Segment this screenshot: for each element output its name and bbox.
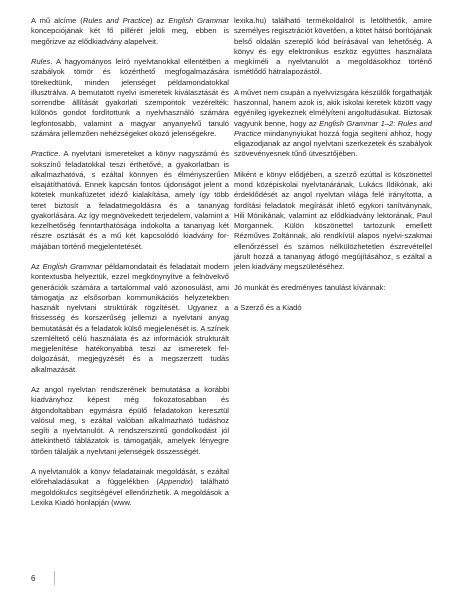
left-column: [31, 16, 229, 508]
paragraph: Az English Grammar példamondatait és feladatait modern kontextusba helyeztük, ezzel megkönynyítve a felnövekvő generációk számára a tartalommal való azonosulást, ami támogatja az elsősorban kommunikációs helyzetekben használt nyelvtani struktúrák rögzítését. Ugyanez a frissesség és korszerűség jellemzi a nyelvtani anyag bemutatását és a feladatok külső megjelenését is. A színek szemléltető célú használata és az információk strukturált megjelenítése hatékonyabbá teszi az ismeretek feldolgozását, megjegyzését és a megszerzett tudás alkalmazását.: [31, 262, 230, 374]
paragraph: A művet nem csupán a nyelvvizsgára készülők forgathatják haszonnal, hanem azok is, akik iskolai keretek között vagy egyénileg igyekeznek elmélyíteni angoltudásukat. Biztosak vagyunk benne, hogy az English Grammar 1–2: Rules and Practice mindanynyiukat hozzá fogja segíteni ahhoz, hogy eligazodjanak az angol nyelvtani szerkezetek és szabályok szövevényesnek tűnő útvesztőjében.: [234, 87, 432, 159]
paragraph: A nyelvtanulók a könyv feladatainak megoldását, s ezáltal előrehaladásukat a függelékben (Appendix) található megoldókulcs segítségével ellenőrizhetik. A megoldások a Lexika Kiadó honlapján (www.: [31, 467, 229, 507]
paragraph: Az angol nyelvtan rendszerének bemutatása a korábbi kiadványhoz képest még fokozatosabban és átgondoltabban egymásra épülő feladatokon keresztül valósul meg, s ezáltal valóban alkalmazható tudáshoz segíti a nyelvtanulót. A rendszerszintű gondolkodást jól áttekinthető táblázatok is támogatják, amelyek lényegre törően tálalják a nyelvtani jelenségek összességét.: [31, 385, 229, 456]
paragraph: Practice. A nyelvtani ismereteket a könyv nagyszámú és sokszínű feladatokkal teszi érthetővé, a gyakorlatban is alkalmazhatóvá, s ezáltal könnyen és élményszerűen elsajátíthatóvá. Ennek kapcsán fontos újdonságot jelent a kötetek munkafüzetet idéző kialakítása, amely így több teret biztosít a feladatmegoldásra és a tananyag gyakorlására. Az így megnövekedett terjedelem, valamint a kezelhetőség fenntarthatósága indokolta a tananyag két részre osztását és a mű két kapcsolódó kiadvány formájában történő megjelentetését.: [31, 149, 229, 251]
paragraph: A mű alcíme (Rules and Practice) az English Grammar koncepciójának két fő pillérét jelöli meg, ebben is megőrizve az elődkiadvány alapelveit.: [31, 16, 230, 46]
folio-divider: [54, 571, 55, 585]
page-number: 6: [31, 574, 36, 583]
paragraph: lexika.hu) található termékoldalról is letölthetők, amire személyes regisztrációt követően, a kötet hátsó borítójának belső oldalán szereplő kód beírásával van lehetőség. A könyv és egy elektronikus eszköz együttes használata megkíméli a nyelvtanulót a megoldásokhoz történő ismétlődő hátralapozástól.: [234, 16, 432, 77]
closing-wish: Jó munkát és eredményes tanulást kívánnak:: [234, 282, 386, 292]
paragraph: Rules. A hagyományos leíró nyelvtanokkal ellentétben a szabályok tömör és közérthető megfogalmazására törekedtünk, minden jelenséget példamondatokkal illusztrálva. A bemutatott nyelvi ismeretek kiválasztását és sorrendbe állítását gyakorlati szempontok vezérelték: különös gondot fordítottunk a nyelvhasználó számára legfontosabb, valamint a magyar anyanyelvű tanuló számára jellemzően nehézségeket okozó jelenségekre.: [31, 57, 229, 138]
right-column: [234, 16, 432, 313]
signature: a Szerző és a Kiadó: [234, 303, 302, 312]
paragraph: Miként e könyv elődjében, a szerző ezúttal is köszönettel mond középiskolai nyelvtanárának, Lukács Ildikónak, aki érdeklődését az angol nyelvtan világa felé irányította, a fordítási feladatok megírását ihlető egykori tanítványnak, Hili Mónikának, valamint az elődkiadvány lektorának, Paul Morgannek. Külön köszönettel tartozunk emellett Rézműves Zoltánnak, aki rendkívül alapos nyelvi-szakmai ellenőrzéssel és számos nélkülözhetetlen észrevétellel járult hozzá a tananyag átfogó megújításához, s ezáltal a jelen kiadvány megszületéséhez.: [234, 169, 432, 271]
